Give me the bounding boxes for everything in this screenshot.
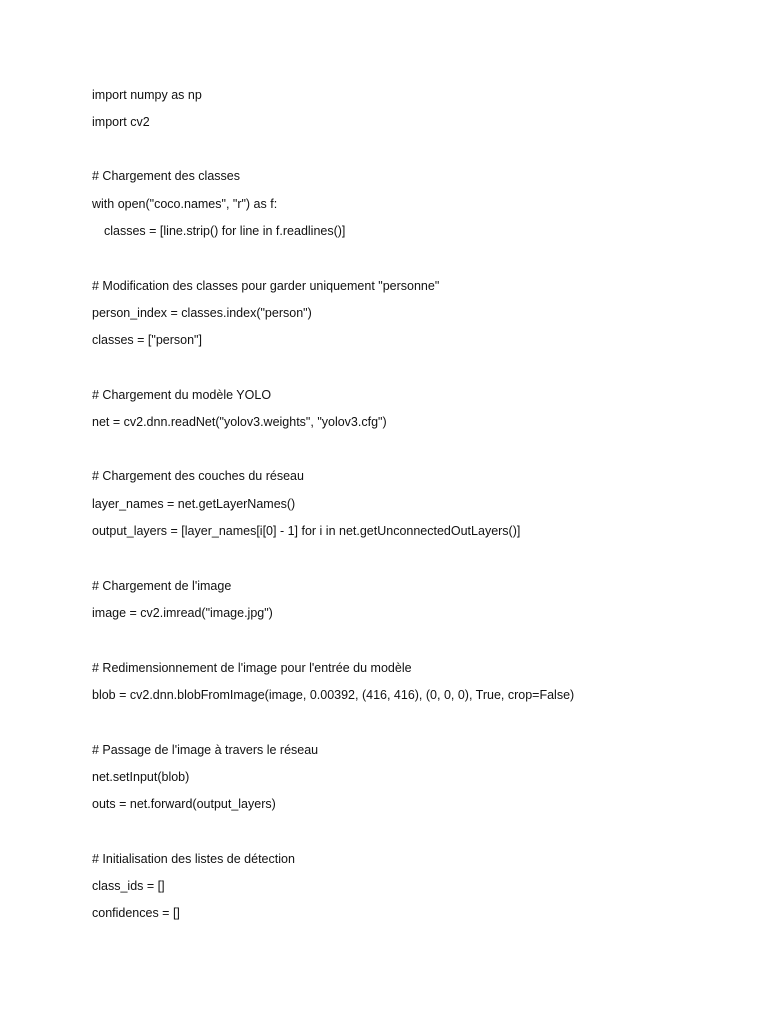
code-comment: # Initialisation des listes de détection [92,852,295,866]
code-line: outs = net.forward(output_layers) [92,797,276,811]
code-comment: # Redimensionnement de l'image pour l'entrée du modèle [92,661,412,675]
code-line: classes = ["person"] [92,333,202,347]
code-line: net = cv2.dnn.readNet("yolov3.weights", "yolov3.cfg") [92,415,387,429]
code-line: person_index = classes.index("person") [92,306,312,320]
code-line: confidences = [] [92,906,180,920]
code-line: import numpy as np [92,88,202,102]
code-comment: # Chargement des couches du réseau [92,469,304,483]
code-line: import cv2 [92,115,150,129]
code-line: layer_names = net.getLayerNames() [92,497,296,511]
code-comment: # Passage de l'image à travers le réseau [92,743,319,757]
code-line: class_ids = [] [92,879,165,893]
code-line: classes = [line.strip() for line in f.readlines()] [104,224,346,238]
code-comment: # Modification des classes pour garder uniquement "personne" [92,279,440,293]
code-line: net.setInput(blob) [92,770,190,784]
code-line: image = cv2.imread("image.jpg") [92,606,273,620]
code-line: output_layers = [layer_names[i[0] - 1] for i in net.getUnconnectedOutLayers()] [92,524,521,538]
code-line: with open("coco.names", "r") as f: [92,197,278,211]
code-comment: # Chargement du modèle YOLO [92,388,272,402]
code-comment: # Chargement de l'image [92,579,232,593]
code-comment: # Chargement des classes [92,169,240,183]
code-line: blob = cv2.dnn.blobFromImage(image, 0.00392, (416, 416), (0, 0, 0), True, crop=False) [92,688,575,702]
